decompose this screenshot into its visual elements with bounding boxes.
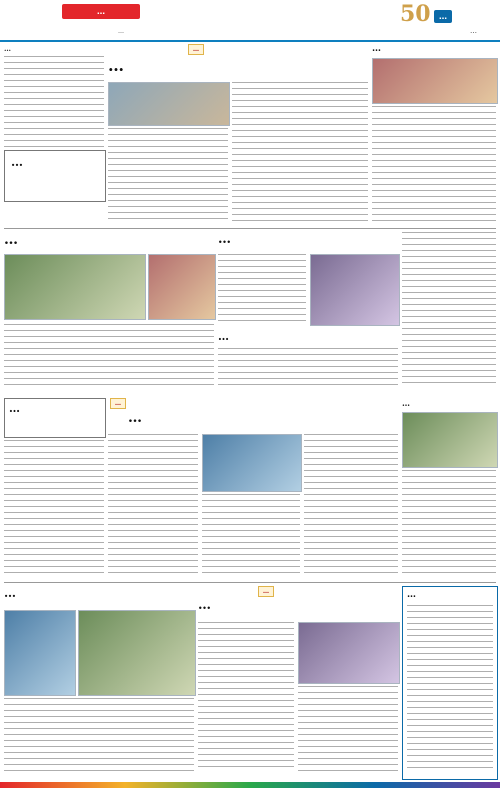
left-column-2: [4, 440, 104, 578]
footer-color-strip: [0, 782, 500, 788]
story-body: [232, 82, 368, 222]
story-headline: …: [128, 410, 142, 426]
story-headline: …: [402, 398, 410, 408]
left-box-2: [4, 398, 106, 438]
top-right-story: [372, 44, 496, 224]
story-headline: …: [4, 232, 18, 248]
story-photo: [372, 58, 498, 104]
story-photo: [108, 82, 230, 126]
box-headline: …: [11, 155, 23, 169]
bottom-left-story: [4, 586, 194, 778]
story-body: [4, 698, 194, 774]
brand-name: …: [434, 10, 452, 23]
story-photo: [148, 254, 216, 320]
story-headline: …: [4, 586, 16, 600]
story-headline: …: [198, 598, 211, 613]
story-kicker: …: [188, 44, 204, 55]
story-headline: …: [372, 44, 381, 54]
dateline: …: [118, 28, 124, 35]
box-headline: …: [9, 402, 20, 415]
story-photo: [310, 254, 400, 326]
mid-right-column: [402, 232, 496, 392]
story-body: [407, 605, 493, 773]
story-body: [298, 686, 398, 772]
bottom-center-story: [198, 586, 398, 778]
story-body: [108, 434, 198, 574]
right-story-2: [402, 398, 496, 578]
story-photo: [4, 254, 146, 320]
divider: [4, 228, 496, 229]
story-headline: …: [108, 56, 124, 75]
page-number: …: [470, 27, 477, 35]
story-headline: …: [4, 44, 11, 53]
story-body: [402, 470, 496, 576]
story-body: [4, 324, 214, 390]
story-photo: [202, 434, 302, 492]
left-box-1: [4, 150, 106, 202]
brand-logo: [400, 3, 490, 37]
story-body: [402, 232, 496, 388]
story-body: [218, 348, 398, 390]
story-body: [218, 254, 306, 324]
story-kicker: …: [258, 586, 274, 597]
sub-headline: …: [218, 330, 229, 343]
mid-left-story: [4, 232, 214, 392]
center-story-2: [108, 398, 398, 578]
story-photo: [4, 610, 76, 696]
section-title: …: [62, 4, 140, 19]
story-body: [372, 106, 496, 222]
anniversary-mark: 50: [400, 1, 431, 27]
top-center-story: [108, 44, 368, 224]
story-headline: …: [218, 232, 231, 247]
divider: [4, 582, 496, 583]
mid-center-story: [218, 232, 398, 392]
bottom-right-box: [402, 586, 498, 780]
story-body: [4, 56, 104, 151]
story-body: [202, 494, 300, 574]
story-body: [4, 440, 104, 576]
story-photo: [402, 412, 498, 468]
story-photo: [298, 622, 400, 684]
story-body: [198, 622, 294, 772]
story-body: [304, 434, 398, 574]
masthead: [0, 0, 500, 42]
story-body: [108, 128, 228, 222]
story-photo: [78, 610, 196, 696]
story-kicker: …: [110, 398, 126, 409]
box-headline: …: [407, 590, 416, 600]
